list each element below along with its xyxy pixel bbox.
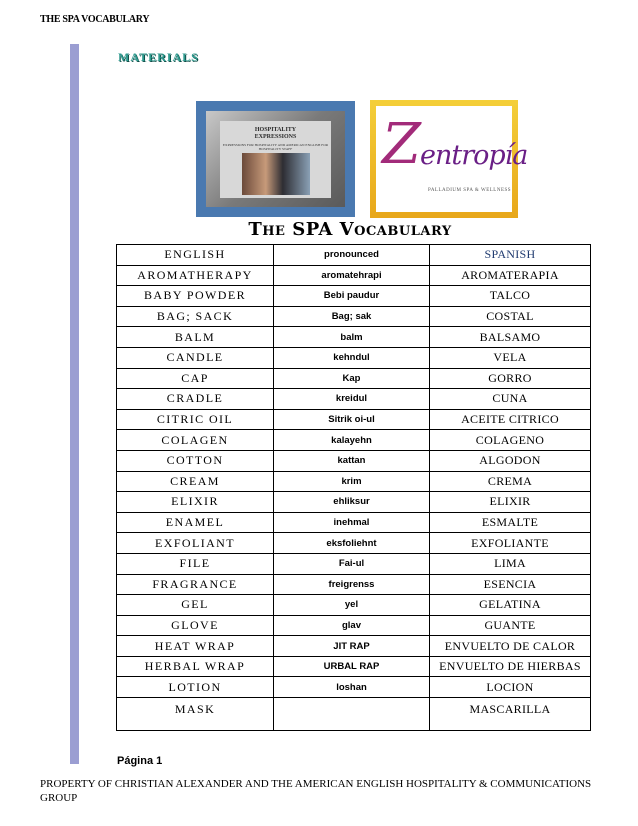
english-cell: CITRIC OIL xyxy=(117,409,274,430)
pronounced-cell: inehmal xyxy=(274,512,430,533)
english-cell: COLAGEN xyxy=(117,430,274,451)
spanish-cell: LOCION xyxy=(430,677,591,698)
pronounced-cell: URBAL RAP xyxy=(274,656,430,677)
logo-frame xyxy=(206,111,345,207)
pronounced-cell: loshan xyxy=(274,677,430,698)
table-row xyxy=(117,656,591,677)
table-row xyxy=(117,306,591,327)
spanish-cell: CREMA xyxy=(430,471,591,492)
english-cell: ENAMEL xyxy=(117,512,274,533)
table-row xyxy=(117,327,591,348)
english-cell: HEAT WRAP xyxy=(117,636,274,657)
page-number: Página 1 xyxy=(117,755,163,767)
english-cell: FRAGRANCE xyxy=(117,574,274,595)
spanish-cell: BALSAMO xyxy=(430,327,591,348)
table-row xyxy=(117,450,591,471)
spanish-cell: VELA xyxy=(430,347,591,368)
english-cell: CRADLE xyxy=(117,389,274,410)
pronounced-cell: eksfoliehnt xyxy=(274,533,430,554)
spanish-cell: TALCO xyxy=(430,286,591,307)
zentropia-word: entropía xyxy=(420,140,528,171)
vocabulary-title: The SPA Vocabulary xyxy=(248,219,452,240)
zentropia-initial: Z xyxy=(382,112,421,177)
pronounced-cell: ehliksur xyxy=(274,492,430,513)
logo-subtitle: EXPRESSIONS FOR HOSPITALITY AND AMERICAN ENGLISH FOR HOSPITALITY STAFF xyxy=(222,143,329,151)
table-header-row xyxy=(117,245,591,266)
table-row xyxy=(117,286,591,307)
pronounced-cell: Bag; sak xyxy=(274,306,430,327)
english-cell: ELIXIR xyxy=(117,492,274,513)
zentropia-panel xyxy=(376,106,528,212)
pronounced-cell: kehndul xyxy=(274,347,430,368)
spanish-cell: LIMA xyxy=(430,553,591,574)
english-cell: GLOVE xyxy=(117,615,274,636)
spanish-cell: MASCARILLA xyxy=(430,698,591,731)
table-row xyxy=(117,574,591,595)
header-pronounced: pronounced xyxy=(274,245,430,266)
logo-inner-panel xyxy=(220,121,331,198)
table-row xyxy=(117,698,591,731)
table-row xyxy=(117,389,591,410)
pronounced-cell: balm xyxy=(274,327,430,348)
table-row xyxy=(117,553,591,574)
section-title: MATERIALS xyxy=(118,50,199,64)
zentropia-tagline: PALLADIUM SPA & WELLNESS xyxy=(428,188,512,193)
spanish-cell: GELATINA xyxy=(430,595,591,616)
pronounced-cell xyxy=(274,698,430,731)
spanish-cell: AROMATERAPIA xyxy=(430,265,591,286)
spanish-cell: ENVUELTO DE CALOR xyxy=(430,636,591,657)
pronounced-cell: krim xyxy=(274,471,430,492)
english-cell: CANDLE xyxy=(117,347,274,368)
hospitality-expressions-logo xyxy=(196,101,355,217)
spanish-cell: ESENCIA xyxy=(430,574,591,595)
english-cell: FILE xyxy=(117,553,274,574)
pronounced-cell: kattan xyxy=(274,450,430,471)
table-row xyxy=(117,471,591,492)
pronounced-cell: JIT RAP xyxy=(274,636,430,657)
english-cell: MASK xyxy=(117,698,274,731)
english-cell: BAG; SACK xyxy=(117,306,274,327)
document-header-title: THE SPA VOCABULARY xyxy=(40,14,150,25)
english-cell: CAP xyxy=(117,368,274,389)
logo-title-line1: HOSPITALITY xyxy=(254,127,297,133)
vocabulary-table xyxy=(116,244,591,731)
spanish-cell: EXFOLIANTE xyxy=(430,533,591,554)
english-cell: CREAM xyxy=(117,471,274,492)
logo-title-line2: EXPRESSIONS xyxy=(254,134,297,140)
pronounced-cell: aromatehrapi xyxy=(274,265,430,286)
pronounced-cell: Bebi paudur xyxy=(274,286,430,307)
pronounced-cell: Fai-ul xyxy=(274,553,430,574)
table-row xyxy=(117,409,591,430)
english-cell: BALM xyxy=(117,327,274,348)
spanish-cell: ESMALTE xyxy=(430,512,591,533)
pronounced-cell: kalayehn xyxy=(274,430,430,451)
table-row xyxy=(117,533,591,554)
spanish-cell: ALGODON xyxy=(430,450,591,471)
table-row xyxy=(117,368,591,389)
english-cell: COTTON xyxy=(117,450,274,471)
table-row xyxy=(117,677,591,698)
english-cell: EXFOLIANT xyxy=(117,533,274,554)
table-row xyxy=(117,636,591,657)
spanish-cell: GORRO xyxy=(430,368,591,389)
english-cell: AROMATHERAPY xyxy=(117,265,274,286)
spanish-cell: ENVUELTO DE HIERBAS xyxy=(430,656,591,677)
english-cell: HERBAL WRAP xyxy=(117,656,274,677)
pronounced-cell: freigrenss xyxy=(274,574,430,595)
footer-text: PROPERTY OF CHRISTIAN ALEXANDER AND THE AMERICAN ENGLISH HOSPITALITY & COMMUNICATIONS GROUP xyxy=(40,778,592,804)
table-row xyxy=(117,512,591,533)
table-row xyxy=(117,265,591,286)
pronounced-cell: kreidul xyxy=(274,389,430,410)
english-cell: LOTION xyxy=(117,677,274,698)
table-row xyxy=(117,492,591,513)
table-row xyxy=(117,430,591,451)
pronounced-cell: Kap xyxy=(274,368,430,389)
left-margin-bar xyxy=(70,44,79,764)
english-cell: BABY POWDER xyxy=(117,286,274,307)
table-row xyxy=(117,347,591,368)
pronounced-cell: yel xyxy=(274,595,430,616)
pronounced-cell: Sitrik oi-ul xyxy=(274,409,430,430)
english-cell: GEL xyxy=(117,595,274,616)
header-english: ENGLISH xyxy=(117,245,274,266)
spanish-cell: ELIXIR xyxy=(430,492,591,513)
spanish-cell: COLAGENO xyxy=(430,430,591,451)
table-row xyxy=(117,615,591,636)
spanish-cell: COSTAL xyxy=(430,306,591,327)
zentropia-logo xyxy=(370,100,528,218)
spanish-cell: CUNA xyxy=(430,389,591,410)
pronounced-cell: glav xyxy=(274,615,430,636)
logo-photo xyxy=(242,153,310,195)
logo-title xyxy=(220,127,331,141)
spanish-cell: GUANTE xyxy=(430,615,591,636)
spanish-cell: ACEITE CITRICO xyxy=(430,409,591,430)
table-row xyxy=(117,595,591,616)
header-spanish: SPANISH xyxy=(430,245,591,266)
